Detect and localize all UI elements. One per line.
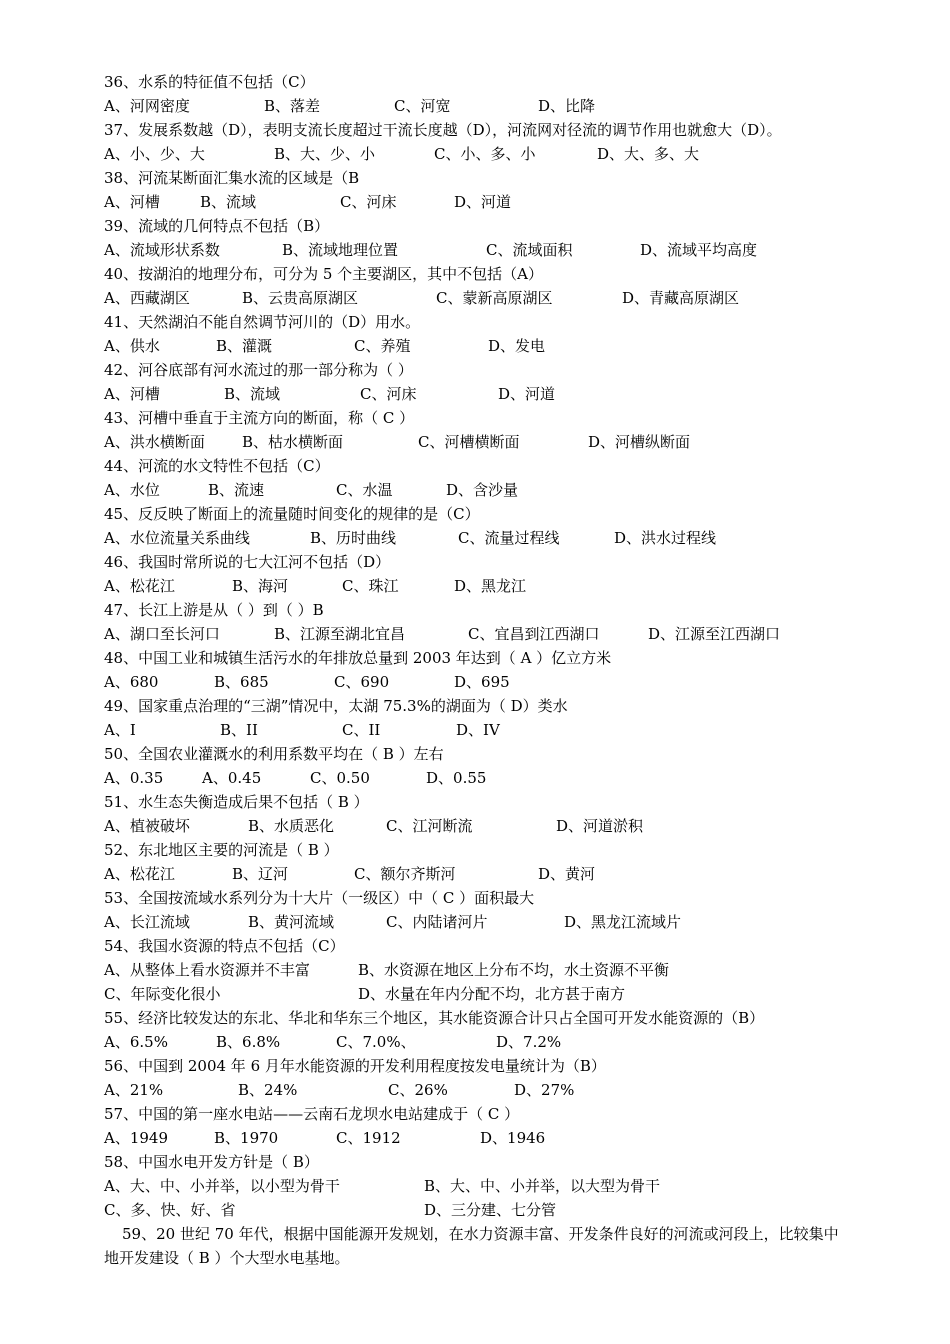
option: A、6.5% [104, 1033, 168, 1051]
question-stem: 46、我国时常所说的七大江河不包括（D） [104, 553, 391, 571]
option: D、0.55 [426, 769, 487, 787]
option: D、河道淤积 [556, 817, 644, 835]
option: B、1970 [214, 1129, 279, 1147]
question-stem: 41、天然湖泊不能自然调节河川的（D）用水。 [104, 313, 421, 331]
option: A、小、少、大 [104, 145, 205, 163]
option: A、洪水横断面 [104, 433, 205, 451]
option: A、1949 [104, 1129, 169, 1147]
option: B、黄河流域 [248, 913, 335, 931]
options-row [104, 94, 894, 118]
question-stem: 53、全国按流域水系列分为十大片（一级区）中（ C ）面积最大 [104, 889, 535, 907]
options-row [104, 430, 894, 454]
question-59-line-2: 地开发建设（ B ）个大型水电基地。 [104, 1249, 350, 1267]
option: C、宜昌到江西湖口 [468, 625, 600, 643]
option: D、流域平均高度 [640, 241, 758, 259]
option: A、西藏湖区 [104, 289, 190, 307]
option: A、0.35 [104, 769, 164, 787]
option: D、河槽纵断面 [588, 433, 691, 451]
options-row [104, 334, 894, 358]
question-stem: 48、中国工业和城镇生活污水的年排放总量到 2003 年达到（ A ）亿立方米 [104, 649, 612, 667]
option: C、7.0%、 [336, 1033, 416, 1051]
option: A、供水 [104, 337, 160, 355]
option: D、水量在年内分配不均，北方甚于南方 [358, 985, 626, 1003]
option: C、河宽 [394, 97, 451, 115]
question-stem: 56、中国到 2004 年 6 月年水能资源的开发利用程度按发电量统计为（B） [104, 1057, 606, 1075]
option: A、河网密度 [104, 97, 190, 115]
option: D、青藏高原湖区 [622, 289, 740, 307]
option: A、大、中、小并举，以小型为骨干 [104, 1177, 340, 1195]
question-stem: 45、反反映了断面上的流量随时间变化的规律的是（C） [104, 505, 480, 523]
question-59-line-1: 59、20 世纪 70 年代，根据中国能源开发规划，在水力资源丰富、开发条件良好的河流或河段上，比较集中 [122, 1225, 839, 1243]
option: D、比降 [538, 97, 596, 115]
option: D、1946 [480, 1129, 546, 1147]
option: D、洪水过程线 [614, 529, 717, 547]
option: A、长江流域 [104, 913, 190, 931]
option: B、24% [238, 1081, 298, 1099]
option: C、蒙新高原湖区 [436, 289, 553, 307]
option: B、枯水横断面 [242, 433, 344, 451]
question-stem: 40、按湖泊的地理分布，可分为 5 个主要湖区，其中不包括（A） [104, 265, 544, 283]
question-stem: 42、河谷底部有河水流过的那一部分称为（ ） [104, 361, 413, 379]
option: A、0.45 [202, 769, 262, 787]
option: C、河床 [360, 385, 417, 403]
option: B、历时曲线 [310, 529, 397, 547]
option: A、湖口至长河口 [104, 625, 220, 643]
question-stem: 49、国家重点治理的“三湖”情况中，太湖 75.3%的湖面为（ D）类水 [104, 697, 568, 715]
option: C、0.50 [310, 769, 370, 787]
question-stem: 50、全国农业灌溉水的利用系数平均在（ B ）左右 [104, 745, 444, 763]
options-row [104, 814, 894, 838]
option: D、黑龙江 [454, 577, 527, 595]
option: B、流域 [224, 385, 281, 403]
option: C、1912 [336, 1129, 401, 1147]
options-row [104, 478, 894, 502]
options-row [104, 958, 894, 982]
option: B、大、中、小并举，以大型为骨干 [424, 1177, 661, 1195]
option: D、河道 [454, 193, 512, 211]
options-row [104, 862, 894, 886]
option: C、额尔齐斯河 [354, 865, 456, 883]
option: B、云贵高原湖区 [242, 289, 359, 307]
option: A、I [104, 721, 136, 739]
question-stem: 52、东北地区主要的河流是（ B ） [104, 841, 339, 859]
option: C、26% [388, 1081, 448, 1099]
option: D、27% [514, 1081, 575, 1099]
options-row [104, 190, 894, 214]
option: C、内陆诸河片 [386, 913, 488, 931]
options-row [104, 382, 894, 406]
option: C、II [342, 721, 381, 739]
option: B、水质恶化 [248, 817, 335, 835]
question-stem: 37、发展系数越（D），表明支流长度超过干流长度越（D），河流网对径流的调节作用也就愈大（D）。 [104, 121, 782, 139]
option: B、流速 [208, 481, 265, 499]
option: D、发电 [488, 337, 546, 355]
question-stem: 47、长江上游是从（ ）到（ ）B [104, 601, 324, 619]
question-stem: 51、水生态失衡造成后果不包括（ B ） [104, 793, 369, 811]
option: C、珠江 [342, 577, 399, 595]
question-stem: 36、水系的特征值不包括（C） [104, 73, 315, 91]
option: D、695 [454, 673, 510, 691]
option: B、大、少、小 [274, 145, 376, 163]
options-row [104, 718, 894, 742]
option: B、水资源在地区上分布不均，水土资源不平衡 [358, 961, 670, 979]
option: A、松花江 [104, 865, 175, 883]
option: B、海河 [232, 577, 289, 595]
options-row [104, 622, 894, 646]
option: C、养殖 [354, 337, 411, 355]
options-row [104, 910, 894, 934]
option: D、江源至江西湖口 [648, 625, 781, 643]
option: C、690 [334, 673, 390, 691]
options-row [104, 1078, 894, 1102]
options-row [104, 238, 894, 262]
option: B、6.8% [216, 1033, 281, 1051]
options-row [104, 1198, 894, 1222]
option: A、680 [104, 673, 159, 691]
option: D、黑龙江流域片 [564, 913, 682, 931]
options-row [104, 1174, 894, 1198]
option: B、流域 [200, 193, 257, 211]
question-stem: 54、我国水资源的特点不包括（C） [104, 937, 345, 955]
options-row [104, 574, 894, 598]
option: D、三分建、七分管 [424, 1201, 557, 1219]
option: A、水位流量关系曲线 [104, 529, 250, 547]
document-body [104, 70, 894, 1222]
options-row [104, 526, 894, 550]
option: A、水位 [104, 481, 160, 499]
question-stem: 44、河流的水文特性不包括（C） [104, 457, 330, 475]
option: C、多、快、好、省 [104, 1201, 236, 1219]
option: C、年际变化很小 [104, 985, 221, 1003]
option: B、灌溉 [216, 337, 273, 355]
option: B、685 [214, 673, 269, 691]
option: A、植被破坏 [104, 817, 190, 835]
option: C、流量过程线 [458, 529, 560, 547]
option: D、大、多、大 [597, 145, 700, 163]
option: A、流域形状系数 [104, 241, 220, 259]
question-stem: 57、中国的第一座水电站——云南石龙坝水电站建成于（ C ） [104, 1105, 520, 1123]
question-stem: 55、经济比较发达的东北、华北和华东三个地区，其水能资源合计只占全国可开发水能资源的（B） [104, 1009, 765, 1027]
options-row [104, 982, 894, 1006]
options-row [104, 1126, 894, 1150]
option: D、7.2% [496, 1033, 562, 1051]
option: C、河槽横断面 [418, 433, 520, 451]
option: A、河槽 [104, 193, 160, 211]
option: C、流域面积 [486, 241, 573, 259]
option: A、河槽 [104, 385, 160, 403]
option: C、小、多、小 [434, 145, 536, 163]
option: D、河道 [498, 385, 556, 403]
question-59 [104, 1222, 922, 1270]
option: A、21% [104, 1081, 164, 1099]
option: D、黄河 [538, 865, 596, 883]
option: D、IV [456, 721, 500, 739]
option: A、松花江 [104, 577, 175, 595]
option: B、江源至湖北宜昌 [274, 625, 406, 643]
option: A、从整体上看水资源并不丰富 [104, 961, 310, 979]
options-row [104, 286, 894, 310]
options-row [104, 766, 894, 790]
question-stem: 38、河流某断面汇集水流的区域是（B [104, 169, 360, 187]
option: C、河床 [340, 193, 397, 211]
options-row [104, 142, 894, 166]
question-stem: 39、流域的几何特点不包括（B） [104, 217, 330, 235]
question-stem: 58、中国水电开发方针是（ B） [104, 1153, 319, 1171]
question-stem: 43、河槽中垂直于主流方向的断面，称（ C ） [104, 409, 415, 427]
option: C、江河断流 [386, 817, 473, 835]
option: B、II [220, 721, 258, 739]
options-row [104, 1030, 894, 1054]
option: B、流域地理位置 [282, 241, 399, 259]
option: D、含沙量 [446, 481, 519, 499]
options-row [104, 670, 894, 694]
option: C、水温 [336, 481, 393, 499]
option: B、辽河 [232, 865, 289, 883]
option: B、落差 [264, 97, 321, 115]
